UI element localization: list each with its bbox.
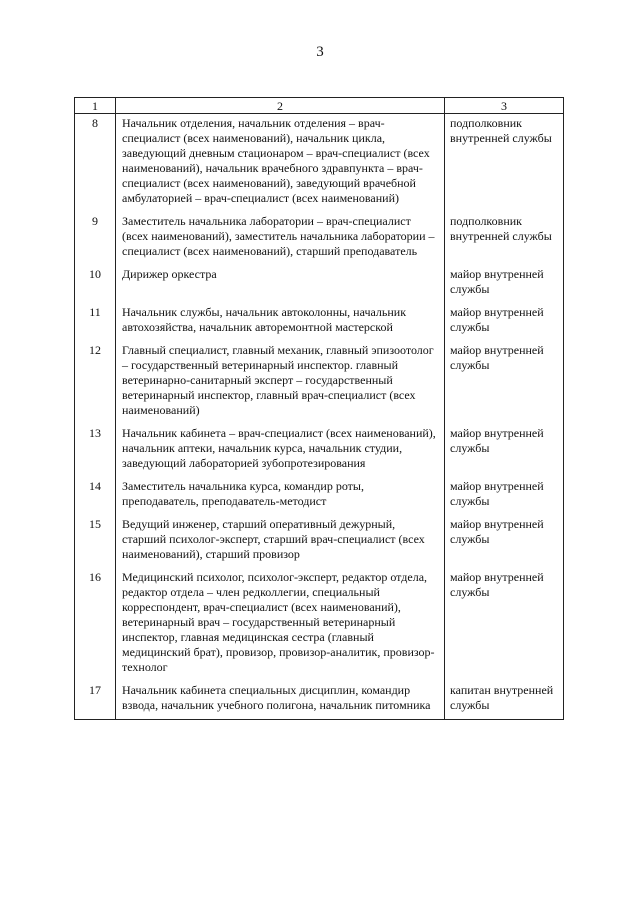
table-row [75, 683, 564, 720]
position-title: Главный специалист, главный механик, главный эпизоотолог – государственный ветеринарный инспектор. главный ветеринарно-санитарный эксперт – государственный ветеринарный инспектор, главный врач-специалист (всех наименований) [122, 343, 434, 417]
table-row [75, 214, 564, 267]
position-title: Начальник службы, начальник автоколонны, начальник автохозяйства, начальник авторемонтной мастерской [122, 305, 407, 334]
special-rank: майор внутренней службы [450, 517, 544, 546]
table-row [75, 114, 564, 215]
row-number: 15 [75, 517, 116, 570]
table-row [75, 517, 564, 570]
table-header-row [75, 98, 564, 114]
position-title: Ведущий инженер, старший оперативный дежурный, старший психолог-эксперт, старший врач-специалист (всех наименований), старший провизор [122, 517, 425, 561]
table-row [75, 426, 564, 479]
row-number: 11 [75, 305, 116, 343]
special-rank: капитан внутренней службы [450, 683, 554, 712]
position-title: Начальник кабинета – врач-специалист (всех наименований), начальник аптеки, начальник курса, начальник студии, заведующий лабораторией зубопротезирования [122, 426, 436, 470]
position-title: Начальник отделения, начальник отделения – врач-специалист (всех наименований), начальник цикла, заведующий дневным стационаром – врач-специалист (всех наименований), начальник врачебного здравпункта – врач-специалист (всех наименований), заведующий врачебной амбулаторией – врач-специалист (всех наименований) [122, 116, 430, 205]
special-rank: майор внутренней службы [450, 426, 544, 455]
special-rank: майор внутренней службы [450, 570, 544, 599]
position-title: Начальник кабинета специальных дисциплин, командир взвода, начальник учебного полигона, начальник питомника [122, 683, 431, 712]
table-row [75, 479, 564, 517]
page-number: 3 [316, 44, 324, 60]
position-title: Заместитель начальника курса, командир роты, преподаватель, преподаватель-методист [122, 479, 364, 508]
row-number: 14 [75, 479, 116, 517]
special-rank: майор внутренней службы [450, 267, 544, 296]
row-number: 17 [75, 683, 116, 720]
row-number: 8 [75, 114, 116, 215]
special-rank: майор внутренней службы [450, 479, 544, 508]
special-rank: майор внутренней службы [450, 305, 544, 334]
position-title: Заместитель начальника лаборатории – врач-специалист (всех наименований), заместитель начальника лаборатории – специалист (всех наименований), старший преподаватель [122, 214, 435, 258]
row-number: 16 [75, 570, 116, 683]
special-rank: майор внутренней службы [450, 343, 544, 372]
position-title: Медицинский психолог, психолог-эксперт, редактор отдела, редактор отдела – член редколлегии, специальный корреспондент, врач-специалист (всех наименований), ветеринарный врач – государственный ветеринарный инспектор, главная медицинская сестра (главный медицинский брат), провизор, провизор-аналитик, провизор-технолог [122, 570, 435, 674]
table-row [75, 343, 564, 426]
table-row [75, 305, 564, 343]
column-header-position: 2 [116, 98, 445, 114]
position-title: Дирижер оркестра [122, 267, 217, 281]
table-row [75, 267, 564, 305]
row-number: 10 [75, 267, 116, 305]
table-row [75, 570, 564, 683]
special-rank: подполковник внутренней службы [450, 116, 552, 145]
column-header-rank: 3 [445, 98, 564, 114]
positions-ranks-table [74, 97, 564, 720]
row-number: 13 [75, 426, 116, 479]
row-number: 12 [75, 343, 116, 426]
special-rank: подполковник внутренней службы [450, 214, 552, 243]
column-header-number: 1 [75, 98, 116, 114]
row-number: 9 [75, 214, 116, 267]
